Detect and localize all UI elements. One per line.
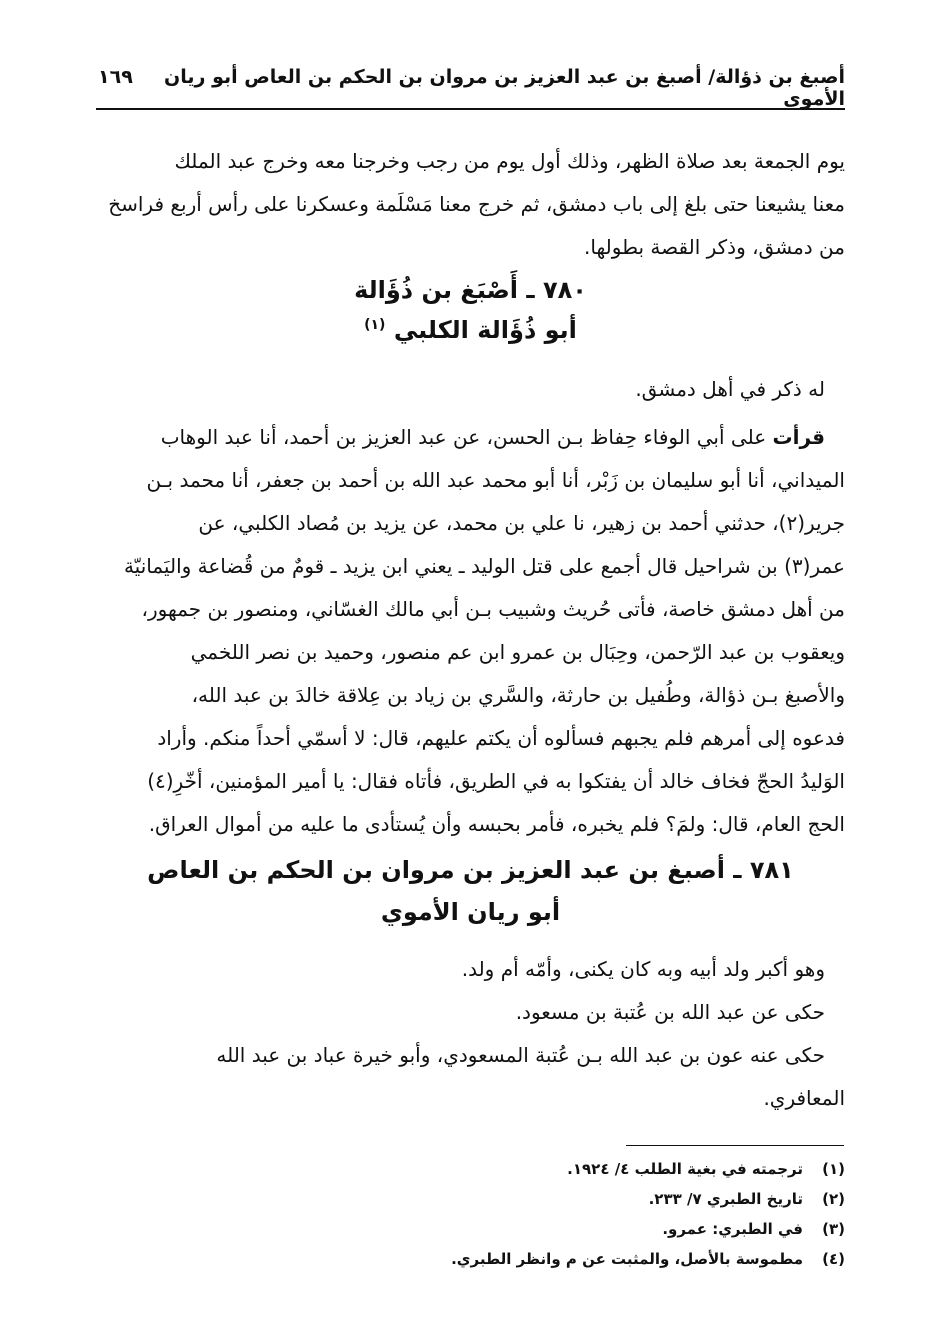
text-span: على أبي الوفاء حِفاظ بـن الحسن، عن عبد العزيز بن أحمد، أنا عبد الوهاب [160,425,773,449]
footnote-text: تاريخ الطبري ٧/ ٢٣٣. [648,1190,803,1208]
text-line: من دمشق، وذكر القصة بطولها. [584,235,845,259]
text-line: المعافري. [763,1086,845,1110]
footnote [300,1154,845,1184]
text-line: ويعقوب بن عبد الرّحمن، وحِبَال بن عمرو ابن عم منصور، وحميد بن نصر اللخمي [190,640,845,664]
footnote-number: (٢) [822,1190,845,1208]
footnote [300,1244,845,1274]
running-title: أصبغ بن ذؤالة/ أصبغ بن عبد العزيز بن مروان بن الحكم بن العاص أبو ريان الأموي [164,66,845,110]
text-line: من أهل دمشق خاصة، فأتى حُريث وشبيب بـن أبي مالك الغسّاني، ومنصور بن جمهور، [141,597,845,621]
text-line: عمر(٣) بن شراحيل قال أجمع على قتل الوليد ـ يعني ابن يزيد ـ قومٌ من قُضاعة واليَمانيّة [123,554,845,578]
text-line: الحج العام، قال: ولمَ؟ فلم يخبره، فأمر بحبسه وأن يُستأدى ما عليه من أموال العراق. [148,812,845,836]
text-line: يوم الجمعة بعد صلاة الظهر، وذلك أول يوم من رجب وخرجنا معه وخرج عبد الملك [174,149,845,173]
header-rule [96,108,845,110]
entry-781-title: ٧٨١ ـ أصبغ بن عبد العزيز بن مروان بن الحكم بن العاص [147,856,794,884]
text-line: حكى عن عبد الله بن عُتبة بن مسعود. [515,1000,825,1024]
text-line: فدعوه إلى أمرهم فلم يجبهم فسألوه أن يكتم عليهم، قال: لا أسمّي أحداً منكم. وأراد [157,726,845,750]
text-line: حكى عنه عون بن عبد الله بـن عُتبة المسعودي، وأبو خيرة عباد بن عبد الله [216,1043,825,1067]
footnote [300,1184,845,1214]
footnote-number: (٣) [822,1220,845,1238]
text-line: له ذكر في أهل دمشق. [635,377,825,401]
entry-781-paragraph [96,948,845,1120]
entry-780-line-1 [96,368,825,411]
text-line: وهو أكبر ولد أبيه وبه كان يكنى، وأمّه أم ولد. [461,957,825,981]
footnotes [300,1154,845,1274]
subtitle-text: أبو ذُؤَالة الكلبي [393,316,577,344]
footnote [300,1214,845,1244]
footnote-text: في الطبري: عمرو. [662,1220,803,1238]
footnote-number: (٤) [822,1250,845,1268]
footnote-text: مطموسة بالأصل، والمثبت عن م وانظر الطبري. [451,1250,803,1268]
entry-781-subtitle: أبو ريان الأموي [380,898,561,926]
lead-word: قرأت [772,425,825,449]
entry-780-subtitle [96,316,845,344]
page-number: ١٦٩ [98,66,133,88]
text-line: جرير(٢)، حدثني أحمد بن زهير، نا علي بن محمد، عن يزيد بن مُصاد الكلبي، عن [198,511,845,535]
footnote-number: (١) [822,1160,845,1178]
text-line: الميداني، أنا أبو سليمان بن زَبْر، أنا أبو محمد عبد الله بن أحمد بن جعفر، أنا محمد بـن [146,468,845,492]
text-line: معنا يشيعنا حتى بلغ إلى باب دمشق، ثم خرج معنا مَسْلَمة وعسكرنا على رأس أربع فراسخ [108,192,845,216]
footnote-rule [626,1145,844,1146]
text-line: والأصبغ بـن ذؤالة، وطُفيل بن حارثة، والسَّري بن زياد بن عِلاقة خالدَ بن عبد الله، [191,683,845,707]
entry-780-title: ٧٨٠ ـ أَصْبَغ بن ذُؤَالة [354,276,587,304]
running-header [98,66,845,110]
text-line: الوَليدُ الحجّ فخاف خالد أن يفتكوا به في الطريق، فأتاه فقال: يا أمير المؤمنين، أخّرِ(٤) [147,769,845,793]
intro-paragraph [96,140,845,269]
footnote-text: ترجمته في بغية الطلب ٤/ ١٩٢٤. [567,1160,803,1178]
text-line [96,416,845,459]
footnote-ref: (١) [364,317,386,333]
entry-780-paragraph [96,416,845,846]
